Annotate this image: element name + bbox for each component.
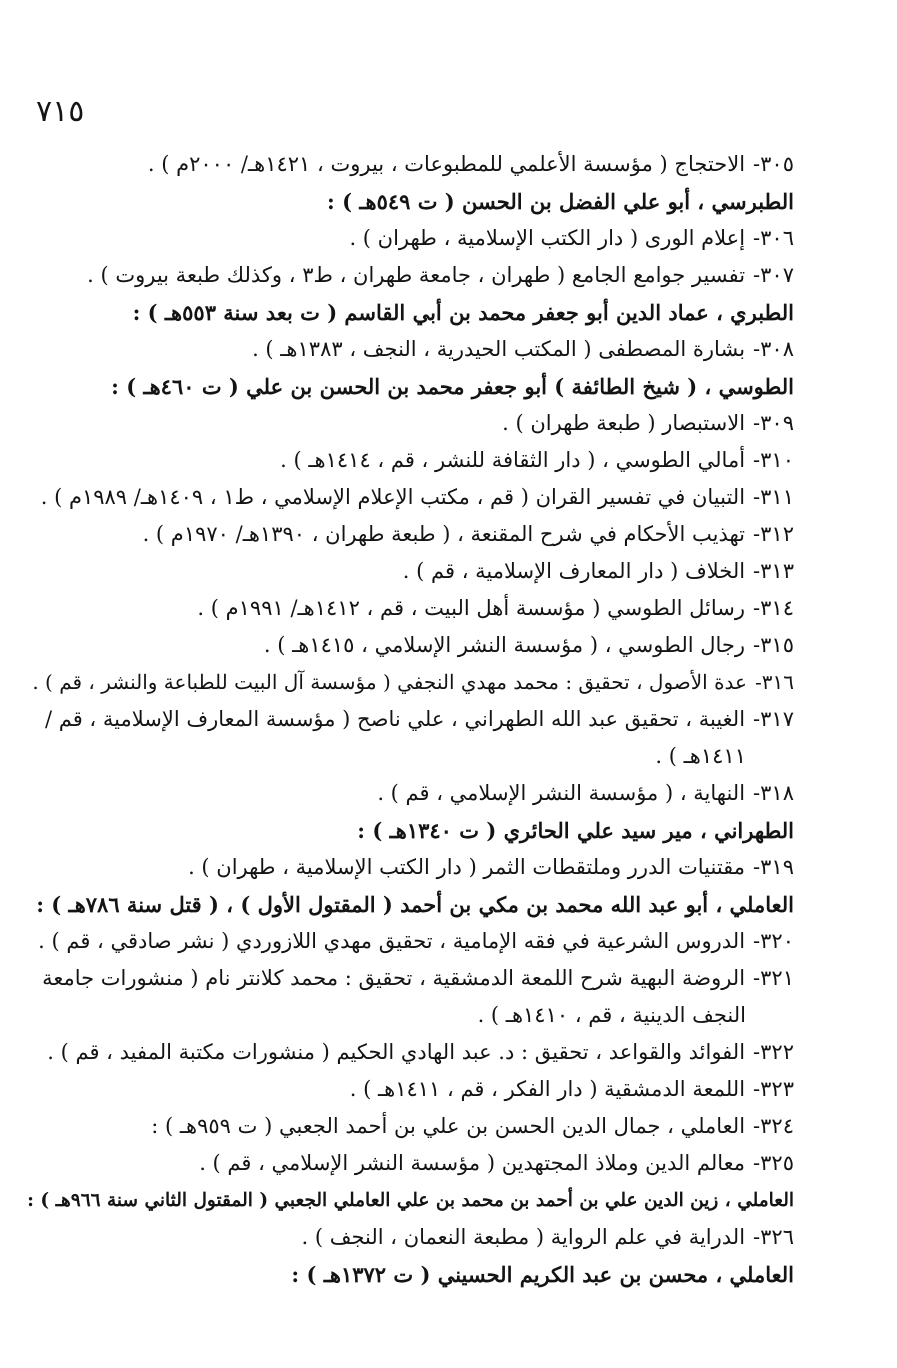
author-heading (14, 183, 794, 220)
entry-number: ٣٢٣- (753, 1077, 794, 1101)
entry-number: ٣٢٥- (753, 1151, 794, 1175)
author-heading (14, 1182, 794, 1219)
bibliography-entry (14, 331, 794, 368)
entry-number: ٣١٠- (753, 448, 794, 472)
author-text: الطبري ، عماد الدين أبو جعفر محمد بن أبي القاسم ( ت بعد سنة ٥٥٣هـ ) : (132, 300, 794, 325)
entry-text: الاستبصار ( طبعة طهران ) . (502, 411, 746, 435)
entry-text: العاملي ، جمال الدين الحسن بن علي بن أحمد الجعبي ( ت ٩٥٩هـ ) : (151, 1114, 746, 1138)
entry-number: ٣١٧- (753, 707, 794, 731)
entry-text: التبيان في تفسير القران ( قم ، مكتب الإعلام الإسلامي ، ط١ ، ١٤٠٩هـ/ ١٩٨٩م ) . (40, 485, 746, 509)
entry-number: ٣٢٢- (753, 1040, 794, 1064)
entry-number: ٣٠٧- (753, 263, 794, 287)
entry-continuation (14, 997, 794, 1034)
entry-number: ٣٠٨- (753, 337, 794, 361)
bibliography-entry (14, 405, 794, 442)
entry-number: ٣١٥- (753, 633, 794, 657)
entry-text: الدروس الشرعية في فقه الإمامية ، تحقيق مهدي اللازوردي ( نشر صادقي ، قم ) . (38, 929, 746, 953)
bibliography-entry (14, 257, 794, 294)
entry-number: ٣١٣- (753, 559, 794, 583)
entry-number: ٣١١- (753, 485, 794, 509)
entry-number: ٣١٨- (753, 781, 794, 805)
author-heading (14, 812, 794, 849)
entry-number: ٣٠٥- (753, 152, 794, 176)
entry-text: اللمعة الدمشقية ( دار الفكر ، قم ، ١٤١١هـ ) . (349, 1077, 746, 1101)
entry-text: معالم الدين وملاذ المجتهدين ( مؤسسة النشر الإسلامي ، قم ) . (199, 1151, 746, 1175)
bibliography-entry (14, 590, 794, 627)
author-heading (14, 886, 794, 923)
entry-number: ٣٢٦- (753, 1225, 794, 1249)
entry-text: ١٤١١هـ ) . (655, 744, 746, 768)
bibliography-entry (14, 701, 794, 738)
entry-number: ٣٠٩- (753, 411, 794, 435)
entry-text: بشارة المصطفى ( المكتب الحيدرية ، النجف ، ١٣٨٣هـ ) . (252, 337, 746, 361)
entry-number: ٣١٩- (753, 855, 794, 879)
entry-number: ٣٢٤- (753, 1114, 794, 1138)
bibliography-list (14, 146, 794, 1293)
bibliography-entry (14, 1071, 794, 1108)
bibliography-entry (14, 1034, 794, 1071)
entry-number: ٣٢١- (753, 966, 794, 990)
entry-text: الفوائد والقواعد ، تحقيق : د. عبد الهادي الحكيم ( منشورات مكتبة المفيد ، قم ) . (47, 1040, 746, 1064)
bibliography-entry (14, 479, 794, 516)
entry-number: ٣٠٦- (753, 226, 794, 250)
bibliography-entry (14, 923, 794, 960)
entry-text: تفسير جوامع الجامع ( طهران ، جامعة طهران ، ط٣ ، وكذلك طبعة بيروت ) . (87, 263, 746, 287)
entry-text: النجف الدينية ، قم ، ١٤١٠هـ ) . (477, 1003, 746, 1027)
entry-text: الخلاف ( دار المعارف الإسلامية ، قم ) . (402, 559, 746, 583)
entry-text: إعلام الورى ( دار الكتب الإسلامية ، طهران ) . (349, 226, 746, 250)
entry-text: الغيبة ، تحقيق عبد الله الطهراني ، علي ناصح ( مؤسسة المعارف الإسلامية ، قم / (44, 707, 746, 731)
entry-text: تهذيب الأحكام في شرح المقنعة ، ( طبعة طهران ، ١٣٩٠هـ/ ١٩٧٠م ) . (142, 522, 746, 546)
bibliography-entry (14, 664, 794, 701)
entry-text: مقتنيات الدرر وملتقطات الثمر ( دار الكتب الإسلامية ، طهران ) . (188, 855, 746, 879)
bibliography-entry (14, 442, 794, 479)
bibliography-entry (14, 146, 794, 183)
bibliography-entry (14, 960, 794, 997)
entry-text: عدة الأصول ، تحقيق : محمد مهدي النجفي ( مؤسسة آل البيت للطباعة والنشر ، قم ) . (32, 670, 747, 694)
author-text: الطبرسي ، أبو علي الفضل بن الحسن ( ت ٥٤٩هـ ) : (327, 189, 794, 214)
bibliography-entry (14, 516, 794, 553)
bibliography-entry (14, 849, 794, 886)
bibliography-entry (14, 1145, 794, 1182)
entry-text: النهاية ، ( مؤسسة النشر الإسلامي ، قم ) . (377, 781, 746, 805)
bibliography-entry (14, 1219, 794, 1256)
bibliography-entry (14, 553, 794, 590)
entry-number: ٣١٦- (755, 670, 794, 694)
page-number: ٧١٥ (36, 94, 85, 129)
entry-text: الاحتجاج ( مؤسسة الأعلمي للمطبوعات ، بيروت ، ١٤٢١هـ/ ٢٠٠٠م ) . (147, 152, 746, 176)
entry-text: الدراية في علم الرواية ( مطبعة النعمان ، النجف ) . (301, 1225, 746, 1249)
entry-text: أمالي الطوسي ، ( دار الثقافة للنشر ، قم ، ١٤١٤هـ ) . (280, 448, 746, 472)
entry-text: رجال الطوسي ، ( مؤسسة النشر الإسلامي ، ١٤١٥هـ ) . (263, 633, 746, 657)
entry-number: ٣٢٠- (753, 929, 794, 953)
author-text: العاملي ، أبو عبد الله محمد بن مكي بن أحمد ( المقتول الأول ) ، ( قتل سنة ٧٨٦هـ ) : (36, 892, 794, 917)
bibliography-entry (14, 775, 794, 812)
entry-continuation (14, 738, 794, 775)
author-heading (14, 294, 794, 331)
bibliography-entry (14, 627, 794, 664)
entry-number: ٣١٤- (753, 596, 794, 620)
author-text: العاملي ، زين الدين علي بن أحمد بن محمد بن علي العاملي الجعبي ( المقتول الثاني سنة ٩٦٦هـ ) : (27, 1190, 794, 1211)
bibliography-entry (14, 1108, 794, 1145)
author-text: الطوسي ، ( شيخ الطائفة ) أبو جعفر محمد بن الحسن بن علي ( ت ٤٦٠هـ ) : (111, 374, 794, 399)
author-text: العاملي ، محسن بن عبد الكريم الحسيني ( ت ١٣٧٢هـ ) : (291, 1262, 794, 1287)
entry-text: رسائل الطوسي ( مؤسسة أهل البيت ، قم ، ١٤١٢هـ/ ١٩٩١م ) . (197, 596, 746, 620)
author-heading (14, 1256, 794, 1293)
entry-number: ٣١٢- (753, 522, 794, 546)
author-heading (14, 368, 794, 405)
entry-text: الروضة البهية شرح اللمعة الدمشقية ، تحقيق : محمد كلانتر نام ( منشورات جامعة (42, 966, 746, 990)
bibliography-entry (14, 220, 794, 257)
author-text: الطهراني ، مير سيد علي الحائري ( ت ١٣٤٠هـ ) : (357, 818, 794, 843)
